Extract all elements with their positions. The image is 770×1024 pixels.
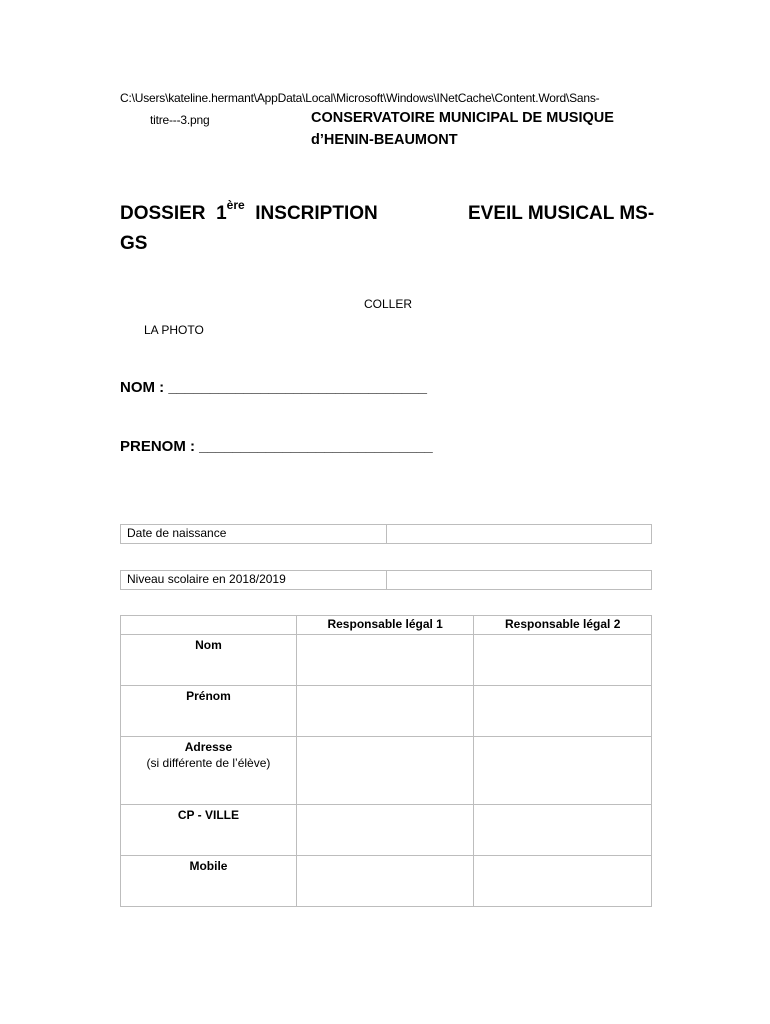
row-label-prenom: Prénom [121,686,297,737]
row-label-nom: Nom [121,635,297,686]
photo-instruction-line1: COLLER [364,297,413,311]
prenom-field[interactable]: PRENOM : ____________________________ [120,438,433,455]
school-level-input[interactable] [387,571,652,590]
dossier-ordinal: ère [226,198,245,212]
nom-field[interactable]: NOM : _______________________________ [120,379,427,396]
file-path-line1: C:\Users\kateline.hermant\AppData\Local\Microsoft\Windows\INetCache\Content.Word\Sans- [120,91,600,105]
row-label-cp-ville: CP - VILLE [121,805,297,856]
row-label-adresse [121,737,297,805]
program-name: EVEIL MUSICAL MS- [468,203,655,224]
photo-instruction-line2: LA PHOTO [144,323,204,337]
guardian-row-nom [121,635,652,686]
guardian-2-nom-cell[interactable] [474,635,652,686]
conservatoire-title: CONSERVATOIRE MUNICIPAL DE MUSIQUE [311,110,614,126]
guardian-1-cp-ville-cell[interactable] [296,805,474,856]
program-name-continued: GS [120,233,148,254]
inscription-word: INSCRIPTION [255,203,378,224]
guardian-row-prenom [121,686,652,737]
guardian-1-mobile-cell[interactable] [296,856,474,907]
guardian-row-adresse [121,737,652,805]
guardian-2-prenom-cell[interactable] [474,686,652,737]
guardian-2-header: Responsable légal 2 [474,616,652,635]
birth-date-label: Date de naissance [121,525,387,544]
guardian-2-mobile-cell[interactable] [474,856,652,907]
guardians-table [120,615,652,907]
adresse-sublabel: (si différente de l’élève) [146,756,271,770]
birth-date-table [120,524,652,544]
guardian-2-cp-ville-cell[interactable] [474,805,652,856]
dossier-heading [120,198,378,225]
school-level-table [120,570,652,590]
row-label-mobile: Mobile [121,856,297,907]
adresse-label: Adresse [184,740,233,754]
dossier-word: DOSSIER [120,203,206,224]
guardian-1-adresse-cell[interactable] [296,737,474,805]
conservatoire-city: d’HENIN-BEAUMONT [311,132,458,148]
guardians-header-row [121,616,652,635]
guardian-2-adresse-cell[interactable] [474,737,652,805]
guardian-row-cp-ville [121,805,652,856]
guardian-1-prenom-cell[interactable] [296,686,474,737]
birth-date-input[interactable] [387,525,652,544]
guardians-header-empty [121,616,297,635]
guardian-1-header: Responsable légal 1 [296,616,474,635]
school-level-label: Niveau scolaire en 2018/2019 [121,571,387,590]
file-path-line2: titre---3.png [150,113,210,127]
dossier-number: 1 [216,203,227,224]
guardian-row-mobile [121,856,652,907]
guardian-1-nom-cell[interactable] [296,635,474,686]
